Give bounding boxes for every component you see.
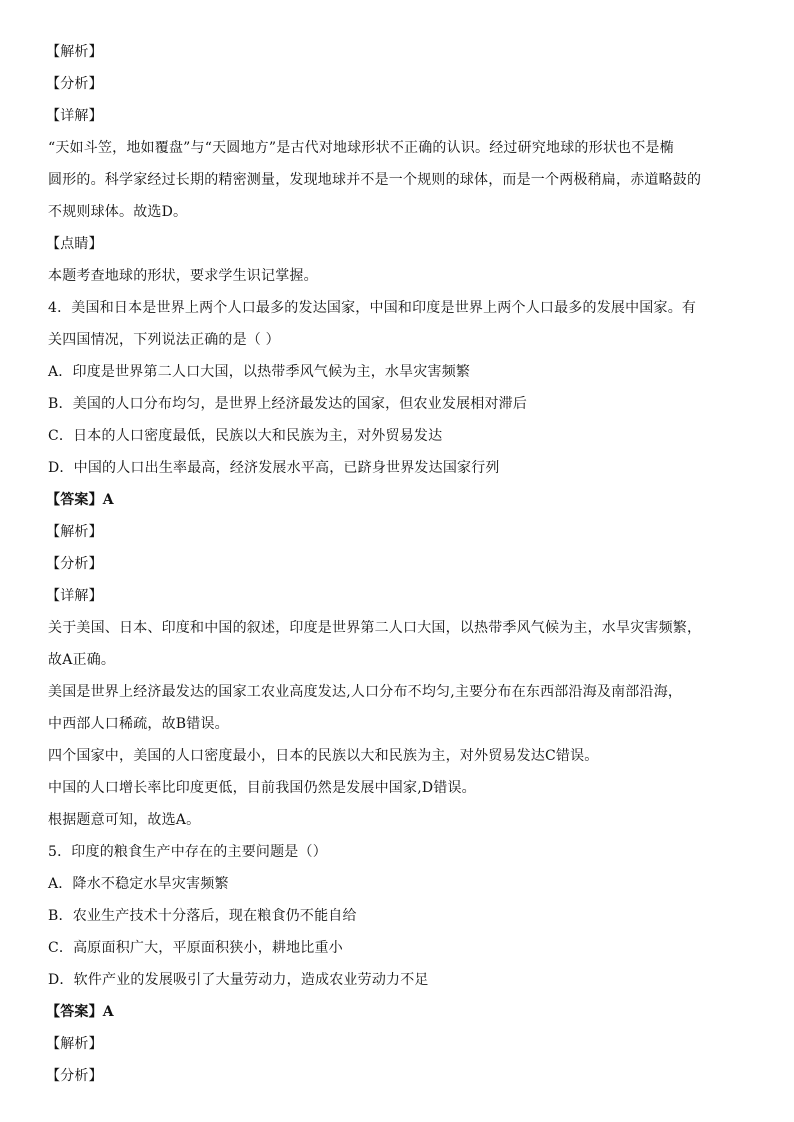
- paragraph-line: 圆形的。科学家经过长期的精密测量，发现地球并不是一个规则的球体，而是一个两极稍扁，赤道略鼓的: [48, 172, 702, 188]
- paragraph-line: 美国是世界上经济最发达的国家工农业高度发达,人口分布不均匀,主要分布在东西部沿海及南部沿海，: [48, 684, 683, 700]
- paragraph-line: 关于美国、日本、印度和中国的叙述，印度是世界第二人口大国，以热带季风气候为主，水旱灾害频繁，: [48, 620, 702, 636]
- question-5-option-b: B．农业生产技术十分落后，现在粮食仍不能自给: [48, 908, 357, 924]
- question-5-option-c: C．高原面积广大，平原面积狭小，耕地比重小: [48, 940, 343, 956]
- question-5-stem: 5．印度的粮食生产中存在的主要问题是（）: [48, 844, 327, 860]
- paragraph-line: 中西部人口稀疏，故B错误。: [48, 716, 229, 732]
- section-heading-breakdown: 【分析】: [46, 556, 103, 572]
- section-heading-details: 【详解】: [46, 588, 103, 604]
- section-heading-tip: 【点睛】: [46, 236, 103, 252]
- paragraph-line: 四个国家中，美国的人口密度最小，日本的民族以大和民族为主，对外贸易发达C错误。: [48, 748, 599, 764]
- paragraph-line: 根据题意可知，故选A。: [48, 812, 201, 828]
- paragraph-line: “天如斗笠，地如覆盘”与“天圆地方”是古代对地球形状不正确的认识。经过研究地球的形状也不是椭: [48, 140, 674, 156]
- question-4-stem: 4．美国和日本是世界上两个人口最多的发达国家，中国和印度是世界上两个人口最多的发展中国家。有: [48, 300, 697, 316]
- question-5-option-d: D．软件产业的发展吸引了大量劳动力，造成农业劳动力不足: [48, 972, 429, 988]
- question-5-answer: 【答案】A: [46, 1004, 114, 1020]
- paragraph-line: 不规则球体。故选D。: [48, 204, 188, 220]
- question-4-stem: 关四国情况，下列说法正确的是（ ）: [48, 332, 280, 348]
- question-5-option-a: A．降水不稳定水旱灾害频繁: [48, 876, 229, 892]
- question-4-option-d: D．中国的人口出生率最高，经济发展水平高，已跻身世界发达国家行列: [48, 460, 500, 476]
- paragraph-line: 中国的人口增长率比印度更低，目前我国仍然是发展中国家,D错误。: [48, 780, 476, 796]
- question-4-option-b: B．美国的人口分布均匀，是世界上经济最发达的国家，但农业发展相对滞后: [48, 396, 528, 412]
- paragraph-line: 本题考查地球的形状，要求学生识记掌握。: [48, 268, 318, 284]
- section-heading-details: 【详解】: [46, 108, 103, 124]
- section-heading-analysis: 【解析】: [46, 44, 103, 60]
- question-4-option-a: A．印度是世界第二人口大国，以热带季风气候为主，水旱灾害频繁: [48, 364, 471, 380]
- question-4-option-c: C．日本的人口密度最低，民族以大和民族为主，对外贸易发达: [48, 428, 443, 444]
- section-heading-analysis: 【解析】: [46, 1036, 103, 1052]
- section-heading-breakdown: 【分析】: [46, 1068, 103, 1084]
- section-heading-analysis: 【解析】: [46, 524, 103, 540]
- paragraph-line: 故A正确。: [48, 652, 116, 668]
- question-4-answer: 【答案】A: [46, 492, 114, 508]
- section-heading-breakdown: 【分析】: [46, 76, 103, 92]
